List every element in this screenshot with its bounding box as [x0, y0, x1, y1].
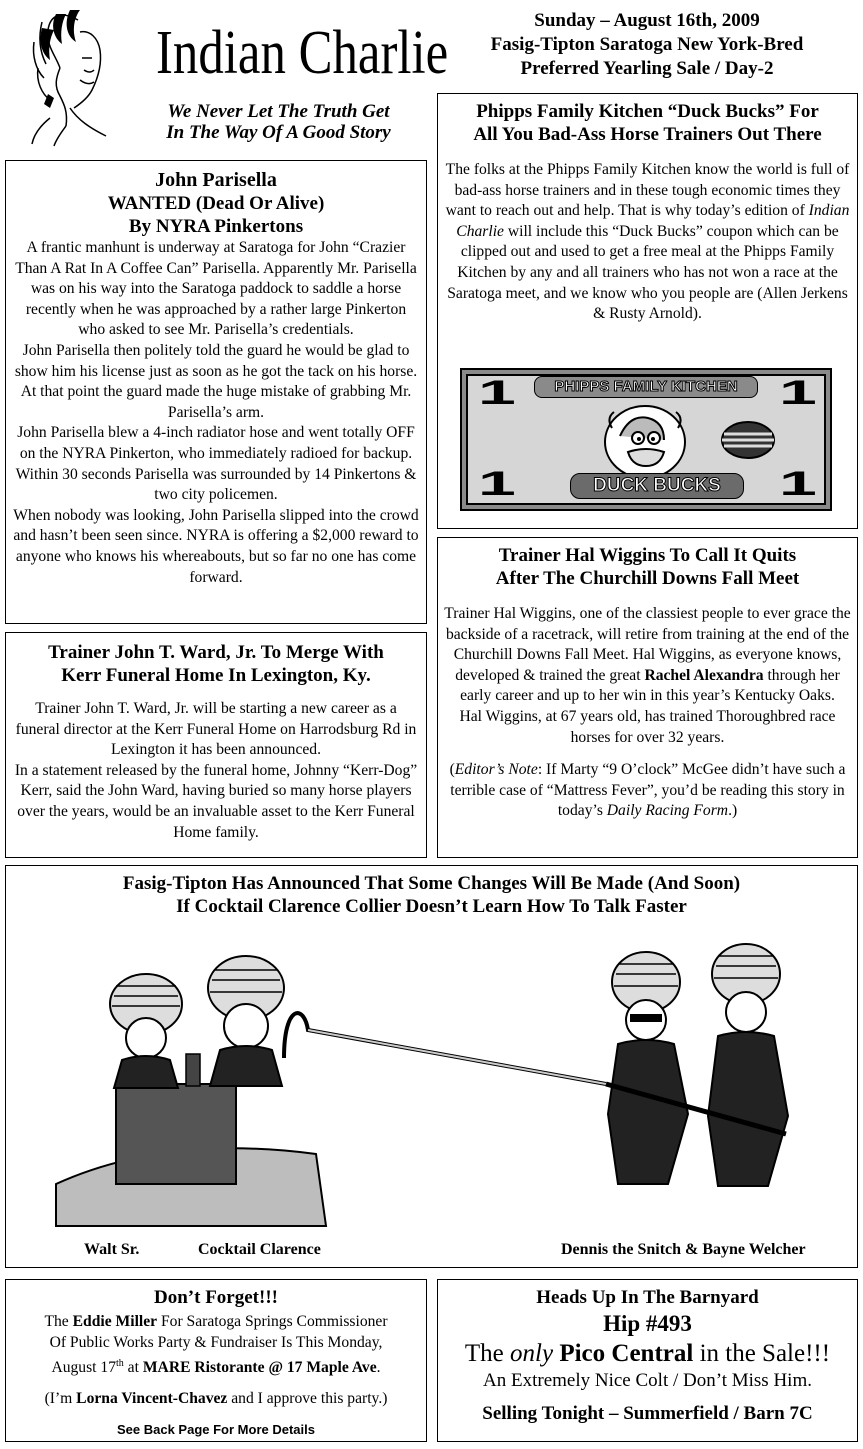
masthead-slogan [156, 101, 401, 143]
coupon-digit-bottom-right: 1 [779, 465, 817, 503]
barnyard-hip: Hip #493 [603, 1311, 692, 1336]
masthead-title: Indian Charlie [156, 19, 449, 87]
parisella-para-4: When nobody was looking, John Parisella slipped into the crowd and hasn’t been seen since. NYRA is offering a $2,000 reward to anyone who knows his whereabouts, but so far no one has come forward. [13, 506, 419, 586]
rachel-alexandra: Rachel Alexandra [644, 666, 764, 684]
wiggins-para-2: Hal Wiggins, at 67 years old, has trained Thoroughbred race horses for over 32 years. [459, 707, 836, 746]
parisella-para-3: John Parisella blew a 4-inch radiator hose and went totally OFF on the NYRA Pinkerton, who immediately radioed for backup. Within 30 seconds Parisella was surrounded by 14 Pinkertons & two city policemen. [15, 424, 417, 504]
dontforget-line-2: Of Public Works Party & Fundraiser Is This Monday, [49, 1334, 383, 1351]
wiggins-headline-1: Trainer Hal Wiggins To Call It Quits [498, 545, 797, 566]
caption-clarence: Cocktail Clarence [198, 1241, 321, 1258]
caption-walt: Walt Sr. [84, 1241, 140, 1258]
ward-headline-1: Trainer John T. Ward, Jr. To Merge With [48, 642, 384, 663]
auction-cartoon [46, 934, 836, 1234]
phipps-text-c: will include this “Duck Bucks” coupon which can be clipped out and used to get a free meal at the Phipps Family Kitchen by any and all trainers who has not won a race at the Saratoga meet, and we know who you people are (Allen Jerkens & Rusty Arnold). [447, 222, 848, 323]
eddie-miller: Eddie Miller [72, 1313, 158, 1330]
indian-chief-logo [20, 8, 140, 148]
fasig-headline-1: Fasig-Tipton Has Announced That Some Changes Will Be Made (And Soon) [122, 873, 741, 894]
parisella-para-1: A frantic manhunt is underway at Saratoga for John “Crazier Than A Rat In A Coffee Can” Parisella. Apparently Mr. Parisella was on his way into the Saratoga paddock to saddle a horse recently when he was approached by a rather large Pinkerton who asked to see Mr. Parisella’s credentials. [15, 239, 417, 339]
phipps-article [437, 93, 858, 529]
dontforget-date: August 17 [51, 1359, 116, 1377]
wiggins-editor-note: (Editor’s Note: If Marty “9 O’clock” McGee didn’t have such a terrible case of “Mattress Fever”, you’d be reading this story in today’s Daily Racing Form.) [449, 761, 846, 820]
barnyard-text-1d: in the Sale!!! [693, 1340, 831, 1367]
coupon-digit-top-left: 1 [478, 374, 516, 412]
barnyard-line-3: Selling Tonight – Summerfield / Barn 7C [482, 1403, 813, 1424]
duck-icon [590, 398, 700, 482]
parisella-subhead: WANTED (Dead Or Alive) [107, 193, 325, 214]
editor-note-text: : If Marty “9 O’clock” McGee didn’t have such a terrible case of “Mattress Fever”, you’d be reading this story in today’s [450, 761, 846, 820]
editor-note-label: Editor’s Note [454, 761, 538, 779]
ward-headline-2: Kerr Funeral Home In Lexington, Ky. [61, 665, 371, 686]
dontforget-text-1a: The [44, 1313, 73, 1330]
ward-article [5, 632, 427, 858]
parisella-article [5, 160, 427, 624]
wiggins-article [437, 537, 858, 858]
dontforget-line-3 [10, 1353, 422, 1378]
phipps-paper-name: Indian Charlie [456, 202, 850, 240]
dontforget-text-4c: and I approve this party.) [227, 1390, 388, 1408]
wiggins-text-a: Trainer Hal Wiggins, one of the classiest people to ever grace the backside of a racetrack, will retire from training at the end of the Churchill Downs Fall Meet. Hal Wiggins, as everyone knows, developed & trained the great [444, 605, 851, 684]
coupon-bottom-banner: DUCK BUCKS [570, 473, 744, 499]
dateline-date: Sunday – August 16th, 2009 [534, 10, 760, 31]
barnyard-text-1a: The [464, 1340, 511, 1367]
ward-para-2: In a statement released by the funeral home, Johnny “Kerr-Dog” Kerr, said the John Ward, having buried so many horse players over the years, would be an invaluable asset to the Kerr Funeral Home family. [14, 761, 418, 841]
dontforget-article [5, 1279, 427, 1442]
dateline-sale: Fasig-Tipton Saratoga New York-Bred [490, 34, 804, 55]
barnyard-line-1 [442, 1338, 853, 1370]
dontforget-text-4a: (I’m [44, 1390, 77, 1408]
phipps-text-a: The folks at the Phipps Family Kitchen know the world is full of bad-ass horse trainers and in these tough economic times they want to reach out and help. That is why today’s edition of [445, 161, 850, 220]
phipps-headline-1: Phipps Family Kitchen “Duck Bucks” For [476, 101, 819, 122]
mare-ristorante: MARE Ristorante @ 17 Maple Ave [142, 1359, 377, 1377]
coupon-top-banner: PHIPPS FAMILY KITCHEN [534, 376, 758, 398]
phipps-para [444, 160, 851, 325]
slogan-line-2: In The Way Of A Good Story [166, 122, 391, 143]
dontforget-line-4 [10, 1388, 422, 1409]
wiggins-headline-2: After The Churchill Downs Fall Meet [495, 568, 800, 589]
dateline-day: Preferred Yearling Sale / Day-2 [520, 58, 774, 79]
parisella-byline: By NYRA Pinkertons [128, 216, 304, 237]
dontforget-footer: See Back Page For More Details [117, 1422, 315, 1437]
lorna-vincent-chavez: Lorna Vincent-Chavez [76, 1390, 228, 1408]
phipps-headline-2: All You Bad-Ass Horse Trainers Out There [473, 124, 822, 145]
caption-dennis-bayne: Dennis the Snitch & Bayne Welcher [561, 1241, 806, 1258]
coupon-seal-icon [720, 420, 776, 460]
barnyard-only: only [510, 1340, 554, 1367]
barnyard-line-2: An Extremely Nice Colt / Don’t Miss Him. [483, 1370, 812, 1391]
wiggins-text-c: through her early career and up to her win in this year’s Kentucky Oaks. [460, 666, 840, 705]
duck-bucks-coupon [460, 368, 832, 511]
dontforget-date-suffix: th [116, 1358, 124, 1369]
pico-central: Pico Central [553, 1340, 694, 1367]
slogan-line-1: We Never Let The Truth Get [167, 101, 390, 122]
dontforget-period: . [376, 1359, 381, 1377]
dontforget-at: at [123, 1359, 143, 1377]
coupon-digit-bottom-left: 1 [478, 465, 516, 503]
fasig-headline-2: If Cocktail Clarence Collier Doesn’t Learn How To Talk Faster [176, 896, 687, 917]
parisella-para-2: John Parisella then politely told the guard he would be glad to show him his license just as soon as he got the tack on his horse. At that point the guard made the huge mistake of grabbing Mr. Parisella’s arm. [14, 341, 418, 421]
parisella-headline: John Parisella [155, 169, 277, 191]
wiggins-para-1 [444, 604, 851, 707]
dontforget-headline: Don’t Forget!!! [154, 1287, 278, 1308]
barnyard-article [437, 1279, 858, 1442]
coupon-digit-top-right: 1 [779, 374, 817, 412]
editor-note-end: .) [728, 802, 738, 820]
dateline [437, 9, 857, 81]
dontforget-text-1c: For Saratoga Springs Commissioner [157, 1313, 388, 1330]
barnyard-headline: Heads Up In The Barnyard [536, 1287, 759, 1308]
ward-para-1: Trainer John T. Ward, Jr. will be starting a new career as a funeral director at the Kerr Funeral Home on Harrodsburg Rd in Lexington it has been announced. [15, 700, 417, 759]
dontforget-line-1 [10, 1311, 422, 1332]
daily-racing-form: Daily Racing Form [606, 802, 729, 820]
fasig-article [5, 865, 858, 1268]
